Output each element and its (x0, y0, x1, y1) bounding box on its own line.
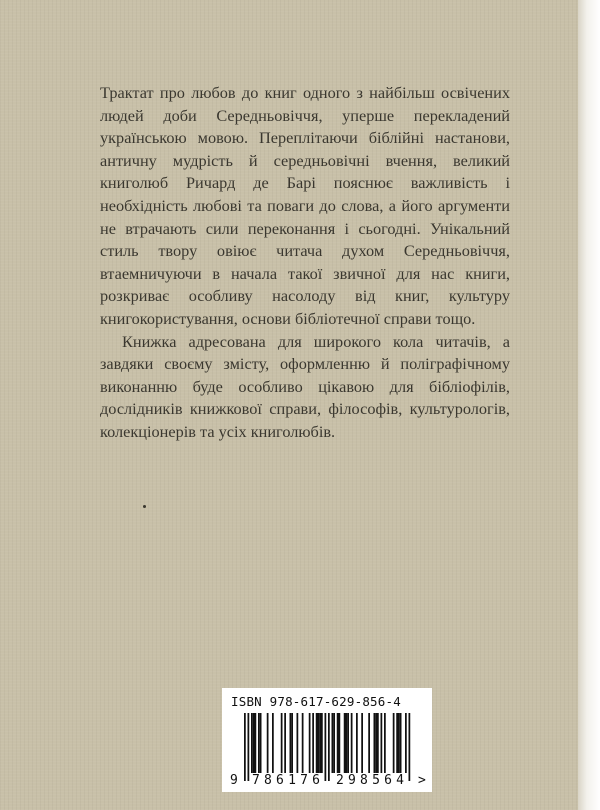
barcode-bar (267, 713, 269, 773)
annotation-paragraph-2: Книжка адресована для широкого кола читачів, а завдяки своєму змісту, оформленню й поліграфічному виконанню буде особливо цікавою для бібліофілів, дослідників книжкової справи, філософів, культурологів, колекціонерів та усіх книголюбів. (100, 331, 510, 441)
barcode-bar (302, 713, 304, 773)
isbn-number: ISBN 978-617-629-856-4 (231, 694, 401, 709)
barcode-bar (248, 713, 250, 781)
barcode-bar (255, 713, 257, 773)
barcode-bar (253, 713, 255, 773)
barcode-bar (325, 713, 327, 781)
barcode-bar (375, 713, 377, 773)
barcode-bar (312, 713, 314, 773)
barcode-bar (251, 713, 253, 773)
barcode-bar (309, 713, 311, 773)
barcode-bar (368, 713, 370, 773)
print-dot (143, 505, 146, 508)
barcode-bar (297, 713, 299, 773)
barcode-bar (284, 713, 286, 773)
barcode-bar (361, 713, 363, 773)
barcode-bar (339, 713, 341, 773)
barcode-bar (332, 713, 334, 773)
barcode-bar (351, 713, 353, 773)
barcode-bar (290, 713, 292, 773)
barcode-bar (374, 713, 376, 773)
barcode-bar (405, 713, 407, 781)
barcode-digits-right: 298564 (336, 773, 409, 788)
barcode-bar (333, 713, 335, 773)
barcode (230, 713, 426, 781)
page-edge (578, 0, 600, 810)
barcode-bar (260, 713, 262, 773)
barcode-bar (281, 713, 283, 773)
barcode-bar (347, 713, 349, 773)
barcode-bar (328, 713, 330, 781)
barcode-bar (393, 713, 395, 773)
barcode-bar (400, 713, 402, 773)
barcode-digits-left: 786176 (252, 773, 325, 788)
barcode-bar (346, 713, 348, 773)
barcode-digits (230, 773, 426, 789)
barcode-bar (272, 713, 274, 773)
barcode-bar (244, 713, 246, 781)
barcode-bar (396, 713, 398, 773)
barcode-bar (409, 713, 411, 781)
barcode-bar (398, 713, 400, 773)
barcode-bar (316, 713, 318, 773)
barcode-bar (258, 713, 260, 773)
barcode-bar (318, 713, 320, 773)
barcode-bar (321, 713, 323, 773)
annotation-text (100, 82, 510, 444)
barcode-bar (384, 713, 386, 773)
barcode-bar (337, 713, 339, 773)
barcode-bar (319, 713, 321, 773)
barcode-bar (381, 713, 383, 773)
barcode-bar (377, 713, 379, 773)
barcode-bar (344, 713, 346, 773)
barcode-end-mark: > (418, 773, 426, 788)
barcode-bar (356, 713, 358, 773)
barcode-bar (291, 713, 293, 773)
isbn-block (222, 688, 432, 792)
barcode-first-digit: 9 (230, 773, 238, 788)
annotation-paragraph-1: Трактат про любов до книг одного з найбільш освічених людей доби Середньовіччя, уперше перекладений українською мовою. Переплітаючи біблійні настанови, античну мудрість й середньовічні вчення, великий книголюб Ричард де Барі пояснює важливість і необхідність любові та поваги до слова, а його аргументи не втрачають сили переконання і сьогодні. Унікальний стиль твору овіює читача духом Середньовіччя, втаемничуючи в начала такої звичної для нас книги, розкриває особливу насолоду від книг, культуру книгокористування, основи бібліотечної справи тощо. (100, 83, 510, 328)
